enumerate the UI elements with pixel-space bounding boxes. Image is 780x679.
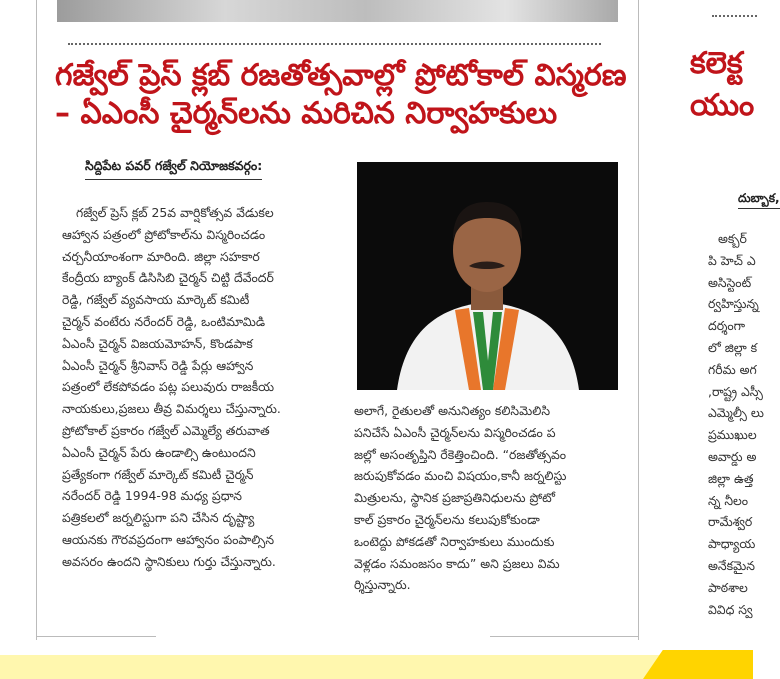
text-line: ప్రత్యేకంగా గజ్వేల్ మార్కెట్ కమిటీ చైర్మన్ [62, 466, 254, 482]
article-column-1 [62, 202, 332, 573]
text-line: చైర్మన్ వంటేరు నరేందర్ రెడ్డి, ఒంటిమామిడి [62, 313, 266, 329]
text-line: అనేకమైన [708, 557, 755, 573]
text-line: ప్రోటోకాల్ ప్రకారం గజ్వేల్ ఎమ్మెల్యే తరువాత [62, 422, 270, 438]
text-line: ఏఎంసీ చైర్మన్ పేరు ఉండాల్సి ఉంటుందని [62, 444, 256, 460]
text-line: ఆహ్వాన పత్రంలో ప్రోటోకాల్‌ను విస్మరించడం [62, 226, 266, 242]
text-line: పి హెచ్ ఎ [708, 252, 756, 268]
article-column-2 [354, 400, 617, 596]
text-line: కేంద్రీయ బ్యాంక్ డిసిసిబి చైర్మన్ చిట్టి దేవేందర్ [62, 270, 274, 286]
text-line: పత్రంలో లేకపోవడం పట్ల పలువురు రాజకీయ [62, 379, 275, 395]
text-line: నరేందర్ రెడ్డి 1994-98 మధ్య ప్రధాన [62, 488, 242, 504]
text-line: ర్శిస్తున్నారు. [354, 577, 411, 593]
text-line: అవసరం ఉందని స్థానికులు గుర్తు చేస్తున్నారు. [62, 553, 276, 569]
bottom-rule-right [490, 636, 638, 637]
right-article-column [708, 228, 768, 620]
text-line: చర్చనీయాంశంగా మారింది. జిల్లా సహకార [62, 248, 260, 264]
headline-line: గజ్వేల్ ప్రెస్ క్లబ్ రజతోత్సవాల్లో ప్రోటోకాల్ విస్మరణ [55, 58, 627, 93]
text-line: నాయకులు,ప్రజలు తీవ్ర విమర్శలు చేస్తున్నారు. [62, 401, 281, 417]
text-line: పాఠశాల [708, 579, 748, 595]
text-line: అలాగే, రైతులతో అనునిత్యం కలిసిమెలిసి [354, 403, 551, 418]
text-line: అసిస్టెంట్ [708, 274, 752, 290]
top-photo-strip [57, 0, 618, 22]
text-line: న్న నీలం [708, 492, 749, 508]
text-line: జల్లో అసంతృప్తిని రేకెత్తించింది. “రజతోత్సవం [354, 446, 567, 462]
right-article-headline [690, 43, 754, 127]
text-line: జరుపుకోవడం మంచి విషయం,కానీ జర్నలిస్టు [354, 468, 567, 484]
text-line: గజ్వేల్ ప్రెస్ క్లబ్ 25వ వార్షికోత్సవ వేడుకల [76, 205, 274, 220]
text-line: లో జిల్లా క [708, 339, 758, 355]
text-line: కాల్ ప్రకారం చైర్మన్‌లను కలుపుకోకుండా [354, 511, 540, 527]
column-rule [638, 0, 639, 640]
headline-line: యుం [690, 88, 755, 123]
bottom-rule-left [36, 636, 156, 637]
footer-band [0, 655, 753, 679]
text-line: వెళ్లడం సమంజసం కాదు” అని ప్రజలు విమ [354, 555, 560, 571]
right-article-byline: దుబ్బాక, [738, 191, 780, 209]
text-line: పాధ్యాయ [708, 536, 756, 552]
article-byline: సిద్దిపేట పవర్ గజ్వేల్ నియోజకవర్గం: [85, 158, 262, 180]
text-line: ఎమ్మెల్సీ లు [708, 405, 764, 421]
article-headline [55, 57, 627, 133]
text-line: రామేశ్వర [708, 514, 753, 530]
text-line: అక్బర్ [718, 231, 747, 246]
text-line: పనిచేసే ఏఎంసీ చైర్మన్‌లను విస్మరించడం ప [354, 424, 556, 440]
text-line: అవార్డు అ [708, 448, 757, 464]
text-line: ఒంటెద్దు పోకడతో నిర్వాహకులు ముందుకు [354, 533, 555, 549]
text-line: ,రాష్ట్ర ఎస్సీ [708, 383, 763, 399]
text-line: పత్రికలలో జర్నలిస్టుగా పని చేసిన దృష్ట్యా [62, 510, 255, 526]
text-line: గరీమ అగ [708, 361, 757, 377]
divider-top [68, 43, 601, 45]
portrait-photo [357, 162, 618, 390]
text-line: ప్రముఖుల [708, 427, 757, 443]
text-line: దర్శంగా [708, 318, 746, 334]
text-line: జిల్లా ఉత్త [708, 470, 754, 486]
text-line: ఆయనకు గౌరవప్రదంగా ఆహ్వానం పంపాల్సిన [62, 531, 275, 547]
headline-line: కలెక్ట [690, 46, 743, 81]
left-rule [36, 0, 37, 640]
text-line: ఏఎంసీ చైర్మన్ విజయమోహన్, కొండపాక [62, 335, 253, 351]
text-line: వివిధ స్వ [708, 601, 753, 617]
text-line: ర్వహిస్తున్న [708, 296, 759, 312]
divider-right-top [712, 15, 757, 17]
text-line: రెడ్డి, గజ్వేల్ వ్యవసాయ మార్కెట్ కమిటీ [62, 292, 250, 308]
headline-line: – ఏఎంసీ చైర్మన్‌లను మరిచిన నిర్వాహకులు [55, 96, 558, 131]
text-line: మిత్రులను, స్థానిక ప్రజాప్రతినిధులను ప్రోటో [354, 490, 555, 506]
text-line: ఏఎంసీ చైర్మన్ శ్రీనివాస్ రెడ్డి పేర్లు ఆహ్వాన [62, 357, 254, 373]
portrait-illustration [357, 162, 618, 390]
